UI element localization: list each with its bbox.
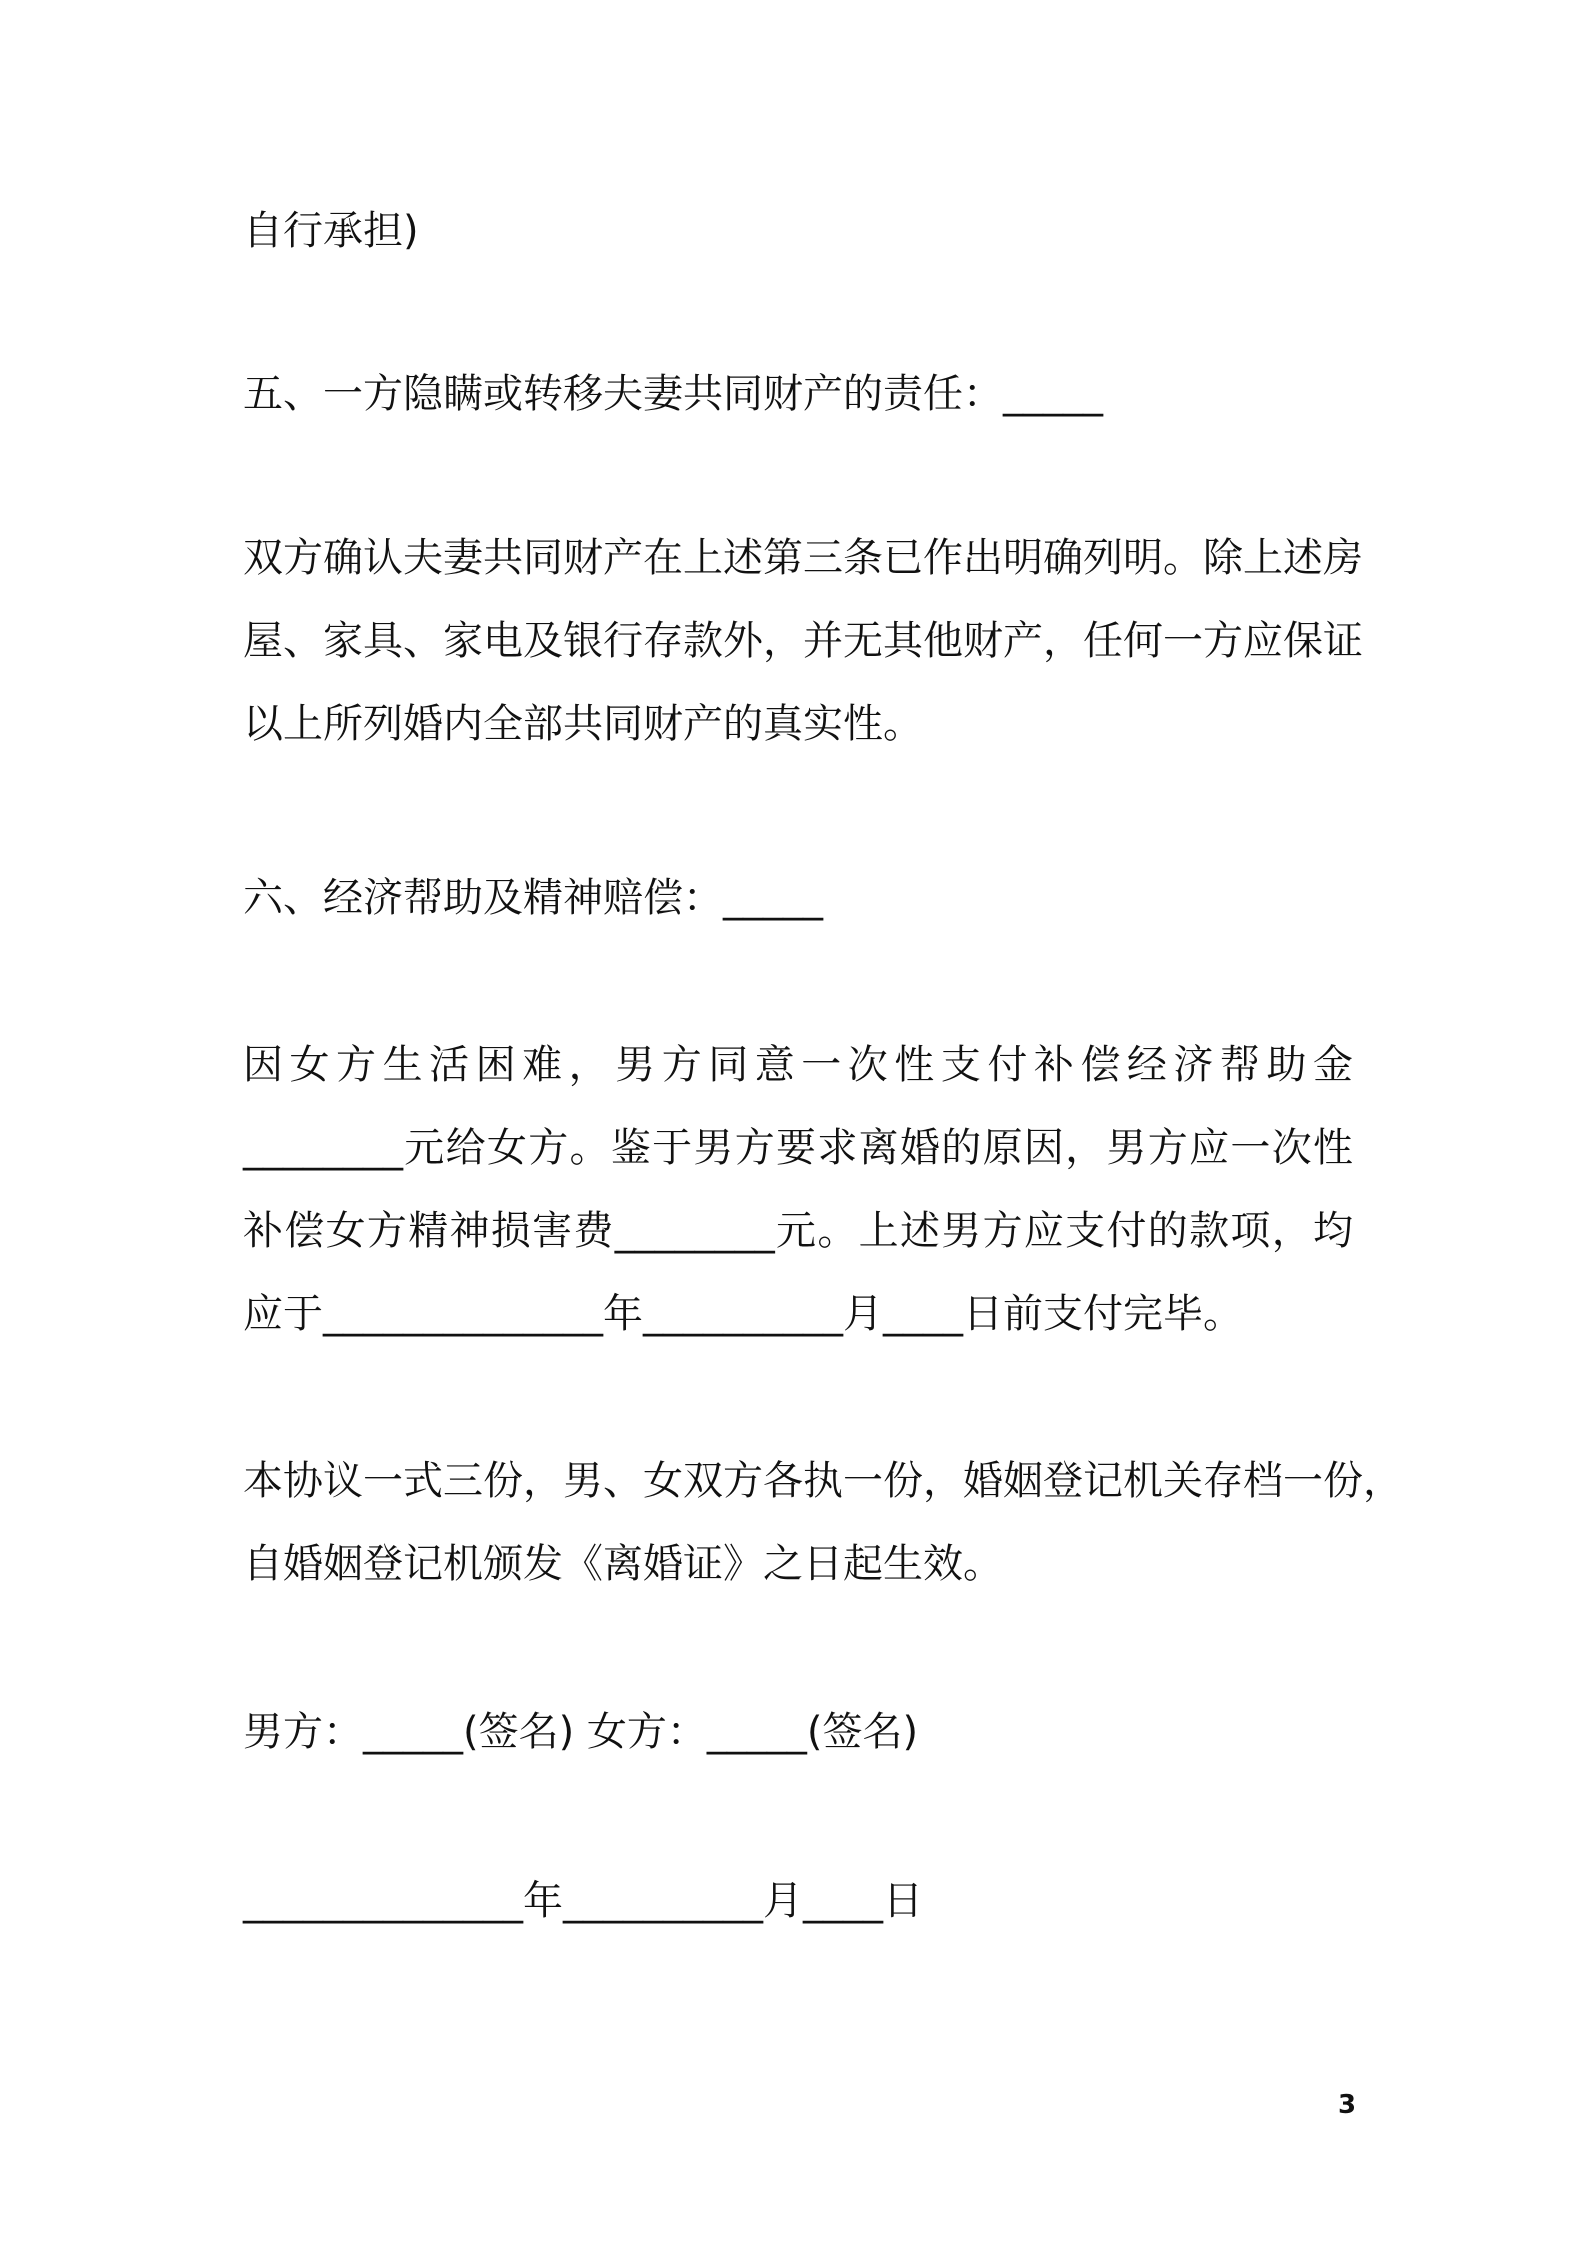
section-6-paragraph-line-1: 因女方生活困难，男方同意一次性支付补偿经济帮助金 — [243, 1042, 1353, 1088]
section-5-heading: 五、一方隐瞒或转移夫妻共同财产的责任：_____ — [243, 371, 1103, 417]
section-5-paragraph-line-1: 双方确认夫妻共同财产在上述第三条已作出明确列明。除上述房 — [243, 535, 1363, 581]
section-6-paragraph-line-3: 补偿女方精神损害费________元。上述男方应支付的款项，均 — [243, 1208, 1353, 1254]
date-line: ______________年__________月____日 — [243, 1878, 923, 1924]
copies-clause-line-1: 本协议一式三份，男、女双方各执一份，婚姻登记机关存档一份， — [243, 1458, 1403, 1504]
section-6-heading: 六、经济帮助及精神赔偿：_____ — [243, 875, 823, 921]
page-number: 3 — [1338, 2090, 1357, 2120]
section-6-paragraph-line-4: 应于______________年__________月____日前支付完毕。 — [243, 1291, 1243, 1337]
section-5-paragraph-line-2: 屋、家具、家电及银行存款外，并无其他财产，任何一方应保证 — [243, 618, 1363, 664]
copies-clause-line-2: 自婚姻登记机颁发《离婚证》之日起生效。 — [243, 1541, 1003, 1587]
section-5-paragraph-line-3: 以上所列婚内全部共同财产的真实性。 — [243, 701, 923, 747]
section-6-paragraph-line-2: ________元给女方。鉴于男方要求离婚的原因，男方应一次性 — [243, 1125, 1353, 1171]
continuation-text: 自行承担) — [243, 208, 419, 254]
signature-line: 男方：_____(签名) 女方：_____(签名) — [243, 1709, 919, 1755]
